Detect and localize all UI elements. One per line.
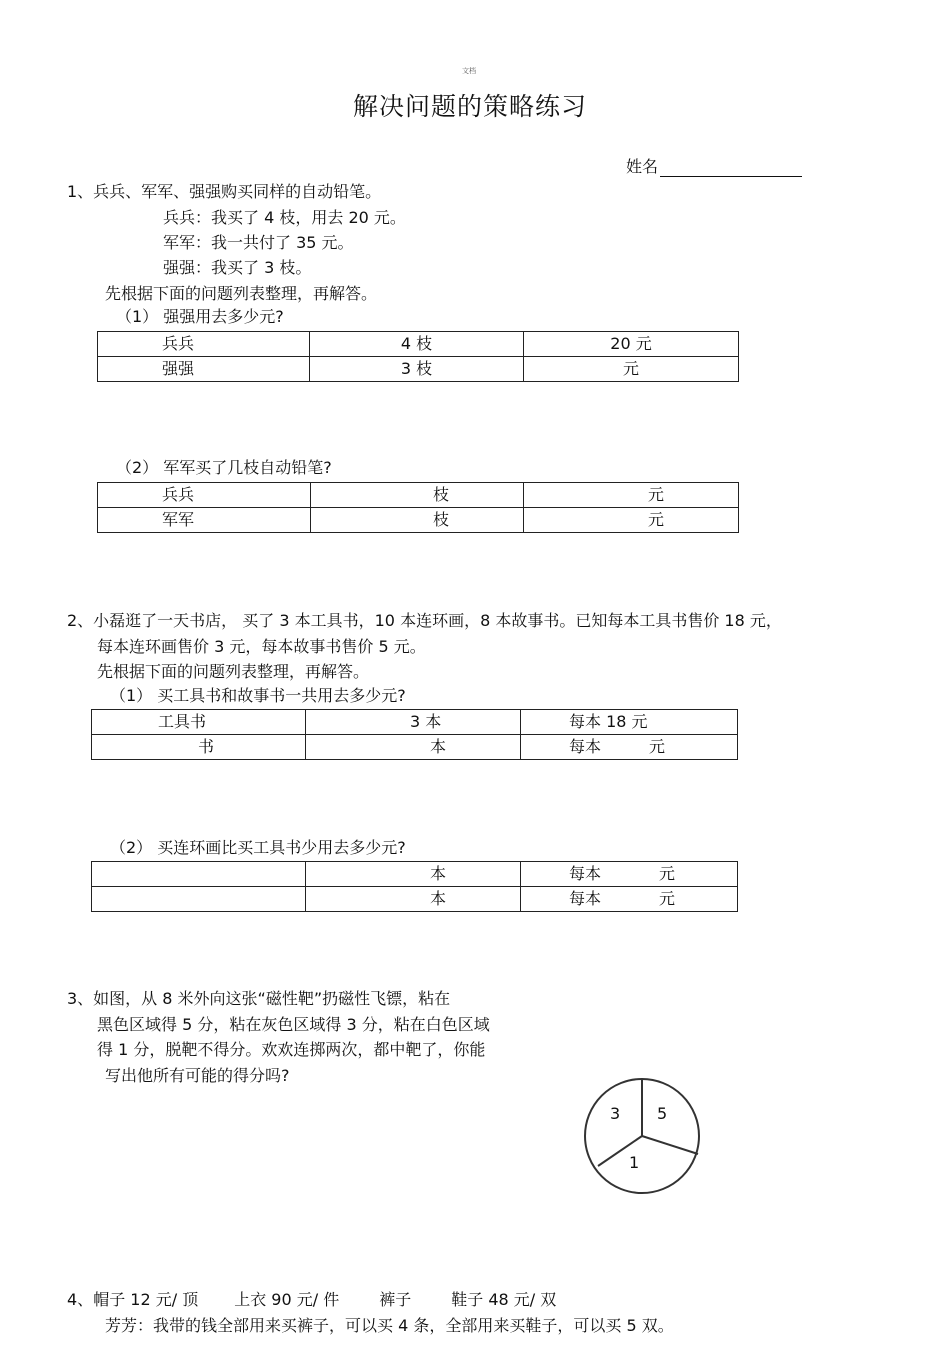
table-cell[interactable] bbox=[521, 862, 738, 887]
table-cell[interactable]: 本 bbox=[306, 862, 521, 887]
q3-line4: 写出他所有可能的得分吗? bbox=[105, 1066, 290, 1085]
table-cell[interactable] bbox=[92, 862, 306, 887]
table-cell: 20 元 bbox=[524, 332, 739, 357]
q4-line2: 芳芳：我带的钱全部用来买裤子，可以买 4 条，全部用来买鞋子，可以买 5 双。 bbox=[105, 1316, 674, 1335]
q1-stem: 1、兵兵、军军、强强购买同样的自动铅笔。 bbox=[67, 182, 382, 201]
table-cell[interactable]: 本 bbox=[306, 887, 521, 912]
q1-line-bingbing: 兵兵：我买了 4 枝，用去 20 元。 bbox=[163, 208, 406, 227]
table-row bbox=[98, 508, 739, 533]
q2-stem-line1: 2、小磊逛了一天书店， 买了 3 本工具书，10 本连环画，8 本故事书。已知每本工具书售价 18 元， bbox=[67, 611, 782, 630]
q1-part2-label: （2） 军军买了几枝自动铅笔? bbox=[116, 458, 332, 477]
q3-line2: 黑色区域得 5 分，粘在灰色区域得 3 分，粘在白色区域 bbox=[97, 1015, 490, 1034]
table-cell: 强强 bbox=[98, 357, 310, 382]
q1-part1-label: （1） 强强用去多少元? bbox=[116, 307, 284, 326]
magnetic-target-figure bbox=[580, 1074, 704, 1198]
table-cell[interactable]: 元 bbox=[524, 357, 739, 382]
q2-part1-label: （1） 买工具书和故事书一共用去多少元? bbox=[110, 686, 406, 705]
table-cell: 每本 18 元 bbox=[521, 710, 738, 735]
target-divider-right bbox=[642, 1136, 698, 1154]
q1-instruction: 先根据下面的问题列表整理，再解答。 bbox=[105, 284, 378, 303]
q3-line3: 得 1 分，脱靶不得分。欢欢连掷两次，都中靶了，你能 bbox=[97, 1040, 486, 1059]
name-label: 姓名 bbox=[626, 157, 659, 176]
table-row bbox=[92, 710, 738, 735]
q2-instruction: 先根据下面的问题列表整理，再解答。 bbox=[97, 662, 370, 681]
target-label-right: 5 bbox=[657, 1104, 668, 1123]
q4-pants-price: 裤子 bbox=[379, 1290, 412, 1309]
q4-price-line bbox=[67, 1290, 556, 1310]
unit-yuan: 元 bbox=[649, 737, 666, 756]
unit-each: 每本 bbox=[569, 737, 602, 756]
unit-each: 每本 bbox=[569, 864, 602, 883]
q1-line-junjun: 军军：我一共付了 35 元。 bbox=[163, 233, 354, 252]
q2-part1-table bbox=[91, 709, 738, 760]
q4-shoes-price: 鞋子 48 元/ 双 bbox=[451, 1290, 557, 1309]
unit-yuan: 元 bbox=[659, 889, 676, 908]
table-row bbox=[98, 483, 739, 508]
q4-prefix: 4、 bbox=[67, 1290, 94, 1309]
q2-stem-line2: 每本连环画售价 3 元，每本故事书售价 5 元。 bbox=[97, 637, 426, 656]
table-cell: 工具书 bbox=[92, 710, 306, 735]
name-blank-line bbox=[660, 158, 802, 177]
table-cell[interactable]: 元 bbox=[524, 483, 739, 508]
unit-yuan: 元 bbox=[659, 864, 676, 883]
table-cell[interactable] bbox=[521, 887, 738, 912]
table-cell[interactable]: 枝 bbox=[311, 483, 524, 508]
table-cell[interactable]: 元 bbox=[524, 508, 739, 533]
name-field bbox=[626, 157, 802, 177]
q2-part2-table bbox=[91, 861, 738, 912]
header-tag: 文档 bbox=[462, 67, 476, 75]
q2-part2-label: （2） 买连环画比买工具书少用去多少元? bbox=[110, 838, 406, 857]
table-cell: 3 枝 bbox=[310, 357, 524, 382]
table-row bbox=[92, 735, 738, 760]
q1-part1-table bbox=[97, 331, 739, 382]
table-cell: 兵兵 bbox=[98, 483, 311, 508]
table-cell[interactable] bbox=[92, 887, 306, 912]
table-cell[interactable]: 书 bbox=[92, 735, 306, 760]
target-label-left: 3 bbox=[610, 1104, 621, 1123]
table-cell[interactable]: 本 bbox=[306, 735, 521, 760]
table-cell[interactable]: 枝 bbox=[311, 508, 524, 533]
q4-jacket-price: 上衣 90 元/ 件 bbox=[234, 1290, 340, 1309]
table-cell: 军军 bbox=[98, 508, 311, 533]
table-cell: 4 枝 bbox=[310, 332, 524, 357]
q3-line1: 3、如图，从 8 米外向这张“磁性靶”扔磁性飞镖，粘在 bbox=[67, 989, 451, 1008]
table-cell: 兵兵 bbox=[98, 332, 310, 357]
table-row bbox=[92, 887, 738, 912]
table-cell: 3 本 bbox=[306, 710, 521, 735]
unit-each: 每本 bbox=[569, 889, 602, 908]
q4-hat-price: 帽子 12 元/ 顶 bbox=[93, 1290, 199, 1309]
table-row bbox=[92, 862, 738, 887]
page-title: 解决问题的策略练习 bbox=[353, 92, 588, 121]
q1-line-qiangqiang: 强强：我买了 3 枝。 bbox=[163, 258, 312, 277]
target-label-bottom: 1 bbox=[629, 1153, 640, 1172]
table-cell[interactable] bbox=[521, 735, 738, 760]
table-row bbox=[98, 332, 739, 357]
q1-part2-table bbox=[97, 482, 739, 533]
table-row bbox=[98, 357, 739, 382]
